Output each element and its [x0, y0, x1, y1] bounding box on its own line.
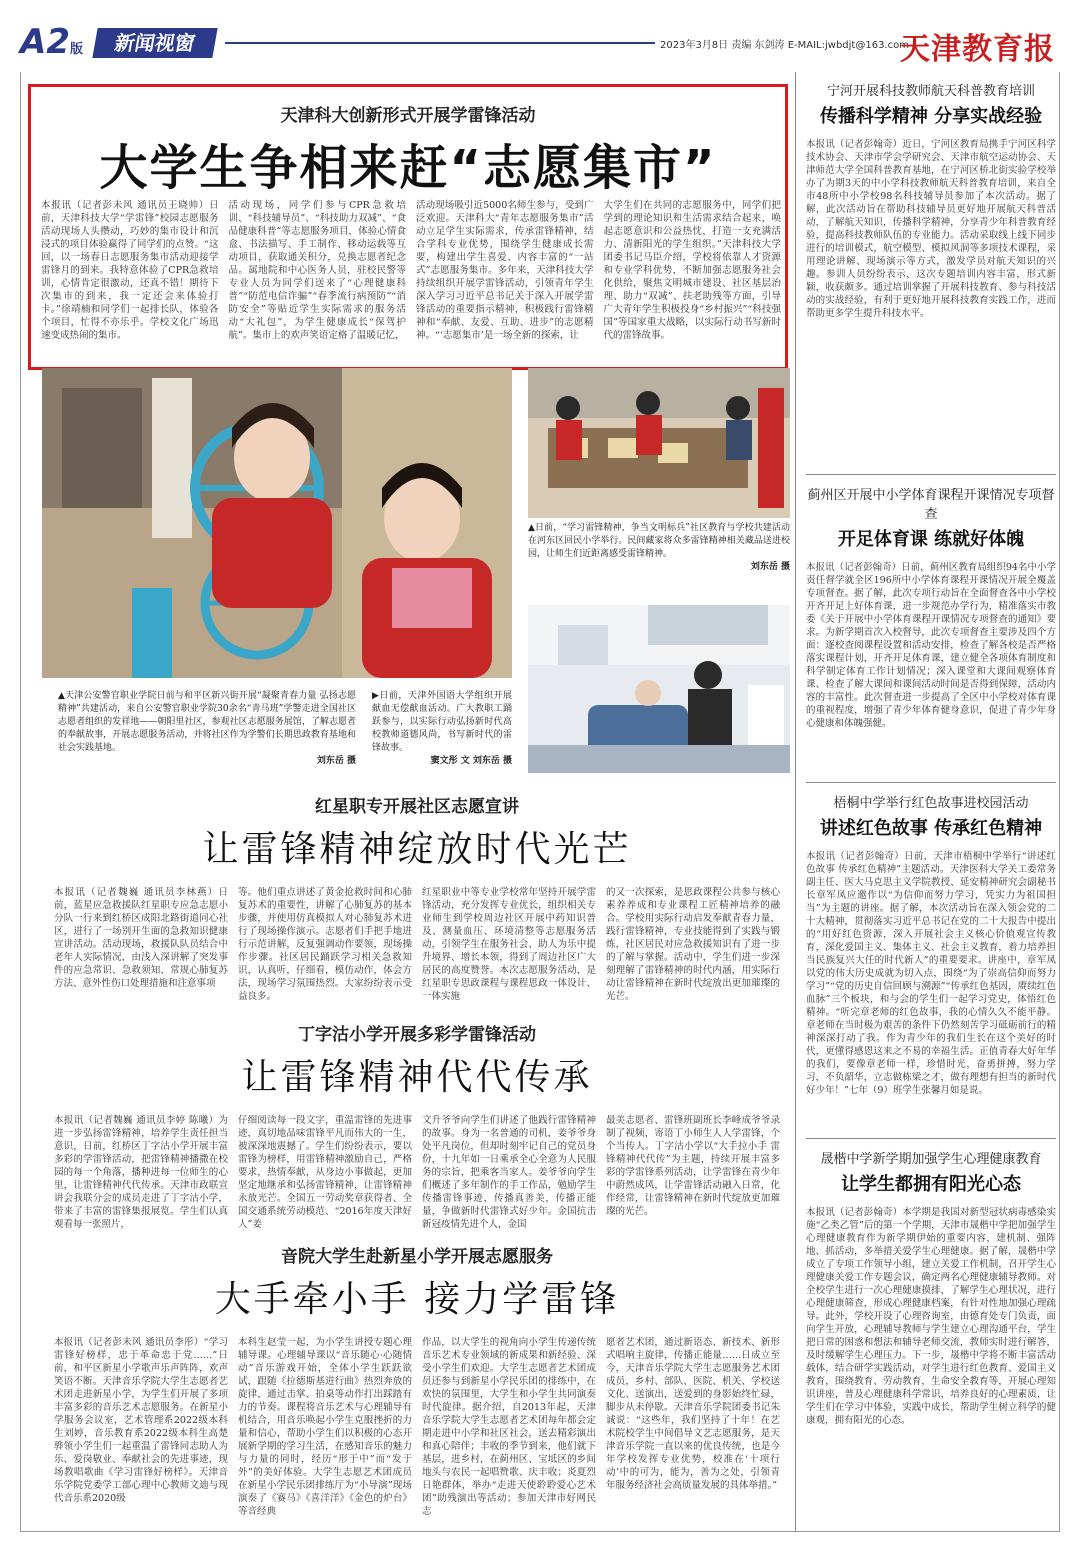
photo-credit: 刘东岳 摄	[750, 562, 790, 572]
story-col: 本报讯（记者魏巍 通讯员李婷 陈曦）为进一步弘扬雷锋精神，培养学生责任担当意识，日前，红桥区丁字沽小学开展丰富多彩的学雷锋活动，把雷锋精神播撒在校园的每一个角落，播种进每一位师生的心里，让雷锋精神代代传承。天津市政联宣讲会我联分会的成员走进了丁字沽小学，带来了丰富的雷锋集报展览。学生们认真观看每一张照片，	[54, 1115, 228, 1230]
story-body	[54, 886, 780, 1006]
sidebar-body: 本报讯（记者彭翰奇）近日，宁河区教育局携手宁河区科学技术协会、天津市学会学研究会、天津市航空运动协会、天津师范大学全国科普教育基地，在宁河区桥北街实验学校举办了为期3天的中小学科技教师航天科普教育培训，来自全市48所中小学校98名科技辅导员参加了本次活动。据了解，此次活动旨在帮助科技辅导员更好地开展航天科普活动，了解航天知识，传播科学精神，分享青少年科普教育经验，提高科技教师队伍的专业能力。活动采取线上线下同步进行的培训模式，航空模型、模拟风洞等多项技术课程，采用理论讲解、现场演示等方式，激发学员对航天知识的兴趣。参训人员纷纷表示，这次专题培训内容丰富，形式新颖，收获颇多。通过培训掌握了开展科技教育、参与科技活动的实战经验，有利于更好地开展科技教育实践工作，进而帮助更多学生提升科技水平。	[806, 139, 1056, 319]
lead-headline: 大学生争相来赶“志愿集市”	[99, 140, 717, 196]
photo-classroom-exhibition-image	[528, 368, 790, 518]
sidebar-kicker: 梧桐中学举行红色故事进校园活动	[833, 796, 1029, 811]
sidebar-headline: 讲述红色故事 传承红色精神	[819, 818, 1043, 839]
lead-kicker: 天津科大创新形式开展学雷锋活动	[280, 106, 536, 126]
lead-col: 活动现场吸引近5000名师生参与，受到广泛欢迎。天津科大“青年志愿服务集市”活动立足学生实际需求，传承雷锋精神，结合学科专业优势，围绕学生健康成长需要，构建出学生喜爱、内容丰富的“一站式”志愿服务集市。多年来，天津科技大学持续组织开展学雷锋活动，引领青年学生深入学习习近平总书记关于深入开展学雷锋活动的重要指示精神，积极践行雷锋精神和“奉献、友爱、互助、进步”的志愿精神。“‘志愿集市’是一场全新的探索，让	[416, 200, 594, 341]
story-kicker: 红星职专开展社区志愿宣讲	[315, 797, 519, 817]
photo-volunteers-cleaning	[42, 368, 512, 678]
lead-col: 大学生们在共同的志愿服务中，同学们把学到的理论知识和生活需求结合起来，唤起志愿意识和公益热忱，打造一支充满活力、清新阳光的学生组织。”天津科技大学团委书记马臣介绍，学校将依靠人才资源和专业学科优势，不断加强志愿服务社会化供给，聚焦文明城市建设、社区基层治理、助力“双减”、扶老助残等方面，引导广大青年学生积极投身“乡村振兴”“科技强国”等国家重大战略，以实际行动书写新时代的雷锋故事。	[603, 200, 781, 341]
photo-volunteers-cleaning-image	[42, 368, 512, 678]
story-headline: 让雷锋精神绽放时代光芒	[202, 829, 632, 870]
lead-col: 本报讯（记者彭未风 通讯员王晓帅）日前，天津科技大学“学雷锋”校园志愿服务活动现场人头攒动，巧妙的集市设计和沉浸式的项目体验赢得了同学们的点赞。“这回，以一场春日志愿服务集市活动迎接学雷锋月的到来。我特意体验了CPR急救培训，心情肯定很激动，还真不错！期待下次集市的到来，我一定还会来体验打卡。”徐靖楠和同学们一起排长队，体验各个项目，忙得不亦乐乎。学校文化广场迅速变成热闹的集市。	[41, 200, 219, 341]
photo-credit: 窦文彤 文 刘东岳 摄	[430, 756, 512, 766]
sidebar-rule	[806, 474, 1056, 475]
story-col: 的又一次探索，是思政课程公共参与核心素养养成和专业课程工匠精神培养的融合。学校用实际行动启发奉献青春力量，践行雷锋精神，专业技能得到了实践与锻炼，社区居民对应急救援知识有了进一步的了解与掌握。活动中，学生们进一步深刻理解了雷锋精神的时代内涵，用实际行动让雷锋精神在新时代绽放出更加璀璨的光芒。	[606, 887, 780, 1002]
story-dingzigu	[54, 1020, 780, 1230]
story-body	[54, 1336, 780, 1536]
sidebar-story-shengkai	[806, 1148, 1056, 1528]
photo-classroom-exhibition	[528, 368, 790, 518]
sidebar-body: 本报讯（记者彭翰奇）日前，蓟州区教育局组织94名中小学责任督学就全区196所中小学体育课程开课情况开展全覆盖专项督查。据了解，此次专项行动旨在全面督查各中小学校开齐开足上好体育课，进一步规范办学行为，精准落实市教委《关于开展中小学体育课程开课情况专项督查的通知》要求。为新学期首次入校督导，此次专项督查主要涉及四个方面：逐校查阅课程设置和活动安排，检查了解各校是否严格落实课程计划，开齐开足体育课，建立健全各项体育制度和科学制定体育工作计划情况；深入课堂和大课间观察体育课、检查了解大课间和课间活动时间是否得到保障，活动内容的丰富性。此次督查进一步提高了全区中小学校对体育课的重视程度，增强了青少年体育健身意识，促进了青少年身心健康和体魄强健。	[806, 562, 1056, 729]
story-conservatory	[54, 1242, 780, 1527]
photo-credit: 刘东岳 摄	[316, 756, 356, 766]
story-headline: 让雷锋精神代代传承	[241, 1057, 593, 1098]
lead-col: 活动现场，同学们参与CPR急救培训、“科技辅导员”、“科技助力双减”、“食品健康科普”等志愿服务项目，体验心情食盒、书法描写、手工制作、移动运载等互动项目，获取通关积分，兑换志愿者纪念品。属地院和中心医务人员，驻校民警等专业人员为同学们送来了“心理健康科普”“防范电信诈骗”“春季流行病预防”“消防安全”等贴近学生实际需求的服务活动“大礼包”，为学生健康成长“保驾护航”。集市上的欢声笑语定格了温暖记忆，	[228, 200, 406, 341]
sidebar-kicker: 蓟州区开展中小学体育课程开课情况专项督查	[807, 488, 1055, 522]
page-number: A2版	[20, 22, 83, 62]
sidebar-body: 本报讯（记者彭翰奇）本学期是我国对新型冠状病毒感染实施“乙类乙管”后的第一个学期，天津市晟楷中学把加强学生心理健康教育作为新学期伊始的重要内容，建机制、强阵地、抓活动，多举措关爱学生心理健康。据了解，晟楷中学成立了专项工作领导小组，建立关爱工作机制，召开学生心理健康关爱工作专题会议，确定两名心理健康辅导教师。对全校学生进行一次心理健康摸排，了解学生心理状况，进行心理健康筛查，形成心理健康档案，有针对性地加强心理疏导。此外，学校开设了心理咨询室，由德育处专门负责，面向学生开放，心理辅导教师与学生建立心理沟通平台，学生把日常的困惑和想法和辅导老师交流，教师实时进行解答，及时缓解学生心理压力。下一步，晟楷中学将不断丰富活动载体，结合研学实践活动，对学生进行红色教育、爱国主义教育，围绕教育、劳动教育，生命安全教育等，开展心理知识讲座，普及心理健康科学常识，培养良好的心理素质，让学生们在学习中体验，实践中成长，帮助学生树立科学的健康观，拥有阳光的心态。	[806, 1207, 1056, 1426]
story-col: 愿者艺术团，通过新语态、新技术、新形式唱响主旋律，传播正能量……日成立至今，天津音乐学院大学生志愿服务艺术团成员，乡村、部队、医院、机关、学校送文化、送演出，送爱到的身影始终忙碌，脚步从未停歇。天津音乐学院团委书记朱诚说：“这些年，我们坚持了十年！在艺术院校学生中间倡导文艺志愿服务，是天津音乐学院一直以来的优良传统，也是今年学校发挥专业优势，校准在‘十项行动’中的可为，能为，善为之处，引领青年服务经济社会高质量发展的具体举措。”	[606, 1337, 780, 1491]
masthead-rule	[225, 42, 655, 44]
sidebar-headline: 让学生都拥有阳光心态	[841, 1174, 1021, 1195]
story-col: 仔细阅读每一段文字，重温雷锋的先进事迹，真切地品味雷锋平凡而伟大的一生，被深深地震撼了。学生们纷纷表示，要以雷锋为榜样，用雷锋精神激励自己，严格要求，热情奉献，从身边小事做起，更加坚定地继承和弘扬雷锋精神，让雷锋精神永放光芒。全国五一劳动奖章获得者、全国交通系统劳动模范、“2016年度天津好人”姜	[238, 1115, 412, 1230]
sidebar-story-jizhou	[806, 484, 1056, 774]
photo-blood-donation	[528, 605, 790, 773]
story-kicker: 丁字沽小学开展多彩学雷锋活动	[298, 1025, 536, 1045]
sidebar-rule	[806, 782, 1056, 783]
lead-body	[41, 199, 781, 367]
story-col: 本报讯（记者彭未风 通讯员李彤）“学习雷锋好榜样，忠于革命忠于党……”日前，和平区新星小学歌声乐声阵阵，欢声笑语不断。天津音乐学院大学生志愿者艺术团走进新星小学，为学生们开展了多项丰富多彩的音乐艺术志愿服务。在新星小学服务会议室，艺术管理系2022级本科生刘婷，音乐教育系2022级本科生高楚骅领小学生们一起重温了雷锋同志助人为乐、爱岗敬业、奉献社会的先进事迹，现场教唱歌曲《学习雷锋好榜样》。天津音乐学院党委学工部心理中心教师文迪与现代音乐系2020级	[54, 1337, 228, 1504]
photo-classroom-exhibition-caption: ▲日前，“学习雷锋精神，争当文明标兵”社区教育与学校共建活动在河东区回民小学举行。民间藏家将众多雷锋精神相关藏品送进校园，让师生们近距离感受雷锋精神。 刘东岳 摄	[528, 523, 790, 572]
sidebar-kicker: 晟楷中学新学期加强学生心理健康教育	[820, 1152, 1042, 1167]
story-col: 本报讯（记者魏巍 通讯员李林燕）日前，蓝星应急救援队红星职专应急志愿小分队一行来到红桥区成阳北路街道同心社区，进行了一场别开生面的急救知识健康宣讲活动。活动现场，救援队队员结合中老年人实际情况，由浅入深讲解了突发事件的应急常识、急救须知、常规心肺复苏方法、意外性伤口处理措施和注意事项	[54, 887, 228, 989]
sidebar-headline: 传播科学精神 分享实战经验	[819, 106, 1043, 127]
edition-info: 2023年3月8日 责编 东剑涛 E-MAIL:jwbdjt@163.com	[660, 40, 909, 51]
section-title: 新闻视窗	[92, 28, 217, 58]
sidebar-story-wutong	[806, 792, 1056, 1132]
story-col: 红星职业中等专业学校常年坚持开展学雷锋活动，充分发挥专业优长，组织相关专业师生到学校周边社区开展中药知识普及、测量血压、环境清整等志愿服务活动，引领学生在服务社会、助人为乐中提升境界、增长本领，得到了周边社区广大居民的高度赞誉。本次志愿服务活动，是红星职专思政课程与课程思政一体设计、一体实施	[422, 887, 596, 1002]
column-divider	[795, 72, 796, 1532]
lead-story	[28, 84, 788, 370]
newspaper-logo: 天津教育报	[900, 32, 1055, 67]
photo-volunteers-cleaning-caption: ▲天津公安警官职业学院日前与和平区新兴街开展“凝聚青春力量 弘扬志愿精神”共建活动，来自公安警官职业学院30余名“青马班”学警走进全国社区志愿者组织的发祥地——朝阳里社区，参观社区志愿服务展馆，了解志愿者的奉献故事，开展志愿服务活动，并将社区作为学警们长期思政教育基地和社会实践基地。 刘东岳 摄	[58, 691, 356, 766]
story-body	[54, 1114, 780, 1232]
sidebar-body: 本报讯（记者彭翰奇）日前，天津市梧桐中学举行“讲述红色故事 传承红色精神”主题活动。天津医科大学关工委常务副主任、医大马克思主义学院教授、延安精神研究会副秘书长章军凤应邀作以“为信仰而努力学习，凭实力为祖国担当”为主题的讲座。据了解，本次活动旨在深入领会党的二十大精神，贯彻落实习近平总书记在党的二十大报告中提出的“用好红色资源，深入开展社会主义核心价值观宣传教育，深化爱国主义、集体主义、社会主义教育，着力培养担当民族复兴大任的时代新人”的重要要求。讲座中，章军凤以党的伟大历史成就为切入点，围绕“为了崇高信仰而努力学习”“党的历史自信回顾与溯源”“传承红色基因，赓续红色血脉”三个板块，和与会的学生们一起学习党史，体悟红色精神。“听完章老师的红色故事，我的心情久久不能平静。章老师在当时极为艰苦的条件下仍然刻苦学习砥砺前行的精神深深打动了我。作为青少年的我们生长在这个美好的时代，更懂得感恩这来之不易的幸福生活。正值青春大好年华的我们，要像章老师一样，珍惜时光，奋勇拼搏，努力学习，不负韶华，立志做栋梁之才，做有理想有担当的新时代好少年！”七年（9）班学生张馨月如是说。	[806, 851, 1056, 1096]
photo-blood-donation-caption: ▶日前，天津外国语大学组织开展献血无偿献血活动。广大教职工踊跃参与，以实际行动弘扬新时代高校教师道德风尚，书写新时代的雷锋故事。 窦文彤 文 刘东岳 摄	[372, 691, 512, 766]
story-col: 作品，以大学生的视角向小学生传递传统音乐艺术专业领域的新成果和新经验、深受小学生们欢迎。大学生志愿者艺术团成员还参与到新星小学民乐团的排练中，在欢快的氛围里，大学生和小学生共同演奏时代旋律。据介绍，自2013年起，天津音乐学院大学生志愿者艺术团每年都会定期走进中小学和社区社会，送去精彩演出和真心陪伴；丰收的季节到来，他们就下基层，进乡村，在蓟州区、宝坻区的乡间地头与农民一起唱赞歌、庆丰收；炎夏烈日艳群体，举办“走进天使聆聆爱心艺术团”助残演出等活动；参加天津市好网民志	[422, 1337, 596, 1517]
story-headline: 大手牵小手 接力学雷锋	[214, 1279, 620, 1320]
story-col: 文升爷爷向学生们讲述了他践行雷锋精神的故事。身为一名普通的司机，姜爷爷身处平凡岗位，但却时刻牢记自己的党员身份，十九年如一日乘承全心全意为人民服务的宗旨，把乘客当家人。姜爷爷向学生们概述了多年制作的手工作品，勉励学生传播雷锋事迹，传播真善美，传播正能量，争做新时代雷锋式好少年。金国抗击新冠疫情先进个人，金国	[422, 1115, 596, 1230]
sidebar-headline: 开足体育课 练就好体魄	[837, 529, 1025, 550]
story-col: 本科生赵莹一起，为小学生讲授专题心理辅导课。心理辅导课以“音乐随心·心随情动”音乐游戏开始，全体小学生跃跃欲试，跟随《拉德斯基进行曲》热烈奔放的旋律，通过击掌、拍桌等动作打出踩踏有力的节奏。课程将音乐艺术与心理辅导有机结合，用音乐唤起小学生克服挫折的力量和信心，帮助小学生们以积极的心态开展新学期的学习生活，在感知音乐的魅力与力量的同时，经历“形于中”而“发于外”的美好体验。大学生志愿艺术团成员在新星小学民乐团排练厅为“小导演”现场演奏了《赛马》《喜洋洋》《金色的炉台》等音经典	[238, 1337, 412, 1517]
sidebar-kicker: 宁河开展科技教师航天科普教育培训	[826, 84, 1035, 99]
photo-blood-donation-image	[528, 605, 790, 773]
story-kicker: 音院大学生赴新星小学开展志愿服务	[281, 1247, 553, 1267]
story-col: 等。他们重点讲述了黄金抢救时间和心肺复苏术的重要性，讲解了心肺复苏的基本步骤，并使用仿真模拟人对心肺复苏术进行了现场操作演示。志愿者们手把手地进行示范讲解，反复强调动作要领，现场操作步骤。社区居民踊跃学习相关急救知识，认真听，仔细看，模仿动作，体会方法，现场学习氛围热烈。大家纷纷表示受益良多。	[238, 887, 412, 1002]
story-hongxing	[54, 792, 780, 1002]
sidebar-story-ninghe	[806, 80, 1056, 468]
story-col: 最美志愿者、雷锋班副班长李峰成爷爷录制了视频，寄语丁小师生人人学雷锋，个个当传人。丁字沽小学以“大手拉小手 雷锋精神代代传”为主题，持续开展丰富多彩的学雷锋系列活动，让学雷锋在青少年中蔚然成风，让学雷锋活动融入日常，化作经常，让雷锋精神在新时代绽放更加璀璨的光芒。	[606, 1115, 780, 1217]
masthead	[0, 0, 1073, 70]
sidebar-rule	[806, 1138, 1056, 1139]
